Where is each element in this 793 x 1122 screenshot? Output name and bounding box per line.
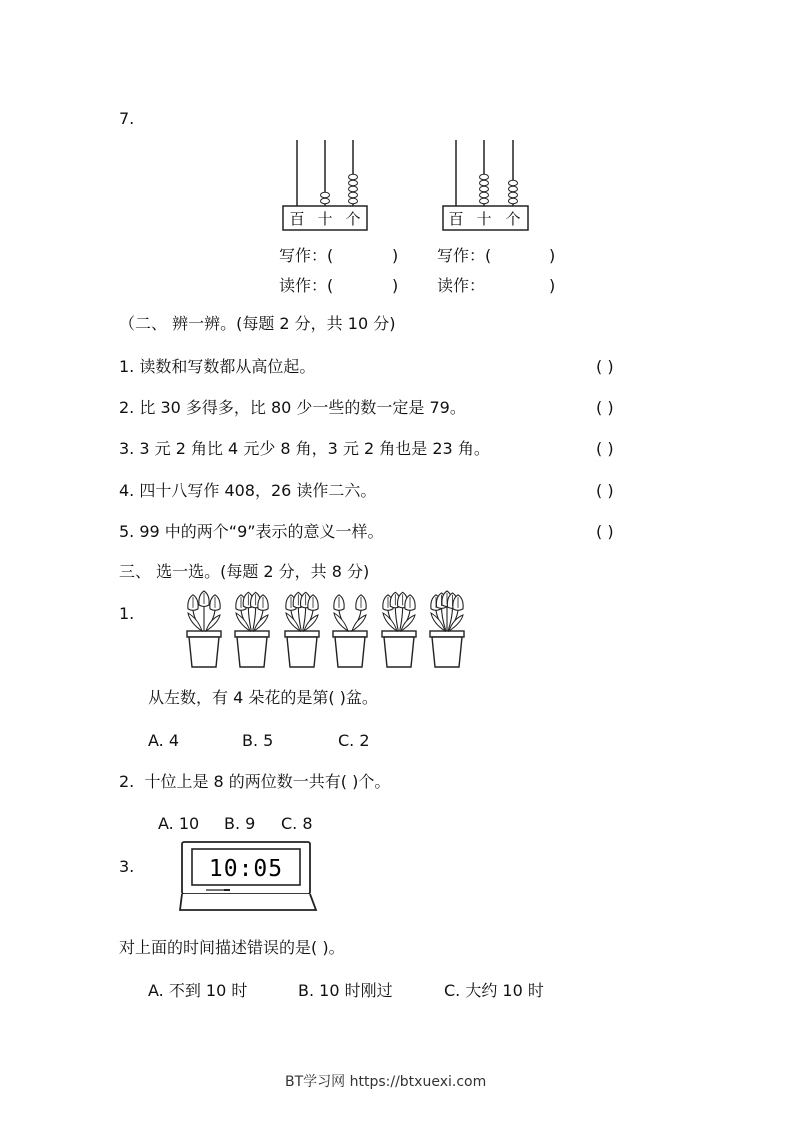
choice-q2-option-a[interactable]: A. 10 <box>158 814 200 833</box>
choice-q3-option-b[interactable]: B. 10 时刚过 <box>298 981 393 1000</box>
abacus-left <box>276 136 396 236</box>
clock-display-text: 10:05 <box>208 856 284 882</box>
abacus-right-label-tens: 十 <box>476 210 492 228</box>
judge-item-5: 5. 99 中的两个“9”表示的意义一样。 <box>119 522 384 541</box>
judge-item-5-answer[interactable]: ( ) <box>596 522 614 541</box>
choice-q1-number: 1. <box>119 604 135 623</box>
flower-pots-illustration <box>184 585 484 669</box>
choice-q2-question <box>119 772 390 792</box>
judge-item-1: 1. 读数和写数都从高位起。 <box>119 357 316 376</box>
choice-q2-option-b[interactable]: B. 9 <box>224 814 256 833</box>
abacus-left-label-ones: 个 <box>345 210 361 228</box>
choice-q3-question: 对上面的时间描述错误的是( )。 <box>119 938 345 957</box>
flower-pot-6 <box>430 591 464 667</box>
abacus-right-read-close: ) <box>549 276 556 295</box>
judge-item-2: 2. 比 30 多得多，比 80 少一些的数一定是 79。 <box>119 398 466 417</box>
abacus-left-write-label: 写作：( <box>279 246 334 265</box>
digital-clock-illustration <box>178 840 318 914</box>
section-3-heading: 三、 选一选。(每题 2 分，共 8 分) <box>119 562 370 581</box>
choice-q2-number: 2. <box>119 772 135 791</box>
abacus-left-tens-beads <box>321 192 330 204</box>
question-7-number: 7. <box>119 109 135 128</box>
choice-q3-option-c[interactable]: C. 大约 10 时 <box>444 981 544 1000</box>
flower-pot-4 <box>333 595 367 667</box>
abacus-right-read-label: 读作： <box>437 276 486 295</box>
abacus-right-label-ones: 个 <box>505 210 521 228</box>
judge-item-4-answer[interactable]: ( ) <box>596 481 614 500</box>
choice-q2-option-c[interactable]: C. 8 <box>281 814 313 833</box>
judge-item-4: 4. 四十八写作 408，26 读作二六。 <box>119 481 377 500</box>
abacus-left-write-close: ) <box>392 246 399 265</box>
abacus-left-ones-beads <box>349 174 358 204</box>
abacus-right-tens-beads <box>480 174 489 204</box>
choice-q1-question: 从左数，有 4 朵花的是第( )盆。 <box>148 688 378 707</box>
footer-watermark[interactable]: BT学习网 https://btxuexi.com <box>285 1074 487 1090</box>
abacus-left-label-tens: 十 <box>317 210 333 228</box>
choice-q3-option-a[interactable]: A. 不到 10 时 <box>148 981 248 1000</box>
flower-pot-5 <box>382 592 416 667</box>
abacus-left-read-close: ) <box>392 276 399 295</box>
abacus-right-write-close: ) <box>549 246 556 265</box>
abacus-left-label-hundreds: 百 <box>289 210 305 228</box>
abacus-right-write-label: 写作：( <box>437 246 492 265</box>
choice-q1-option-a[interactable]: A. 4 <box>148 731 180 750</box>
choice-q3-number: 3. <box>119 857 135 876</box>
judge-item-3: 3. 3 元 2 角比 4 元少 8 角，3 元 2 角也是 23 角。 <box>119 439 490 458</box>
choice-q1-option-c[interactable]: C. 2 <box>338 731 370 750</box>
abacus-left-read-label: 读作：( <box>279 276 334 295</box>
section-2-heading: （二、 辨一辨。(每题 2 分，共 10 分) <box>119 314 396 333</box>
choice-q2-text: 十位上是 8 的两位数一共有( )个。 <box>144 772 391 791</box>
abacus-right-ones-beads <box>509 180 518 204</box>
choice-q1-option-b[interactable]: B. 5 <box>242 731 274 750</box>
flower-pot-3 <box>285 592 319 667</box>
flower-pot-1 <box>187 591 221 667</box>
flower-pot-2 <box>235 592 269 667</box>
abacus-right <box>436 136 556 236</box>
judge-item-1-answer[interactable]: ( ) <box>596 357 614 376</box>
judge-item-3-answer[interactable]: ( ) <box>596 439 614 458</box>
judge-item-2-answer[interactable]: ( ) <box>596 398 614 417</box>
abacus-right-label-hundreds: 百 <box>448 210 464 228</box>
